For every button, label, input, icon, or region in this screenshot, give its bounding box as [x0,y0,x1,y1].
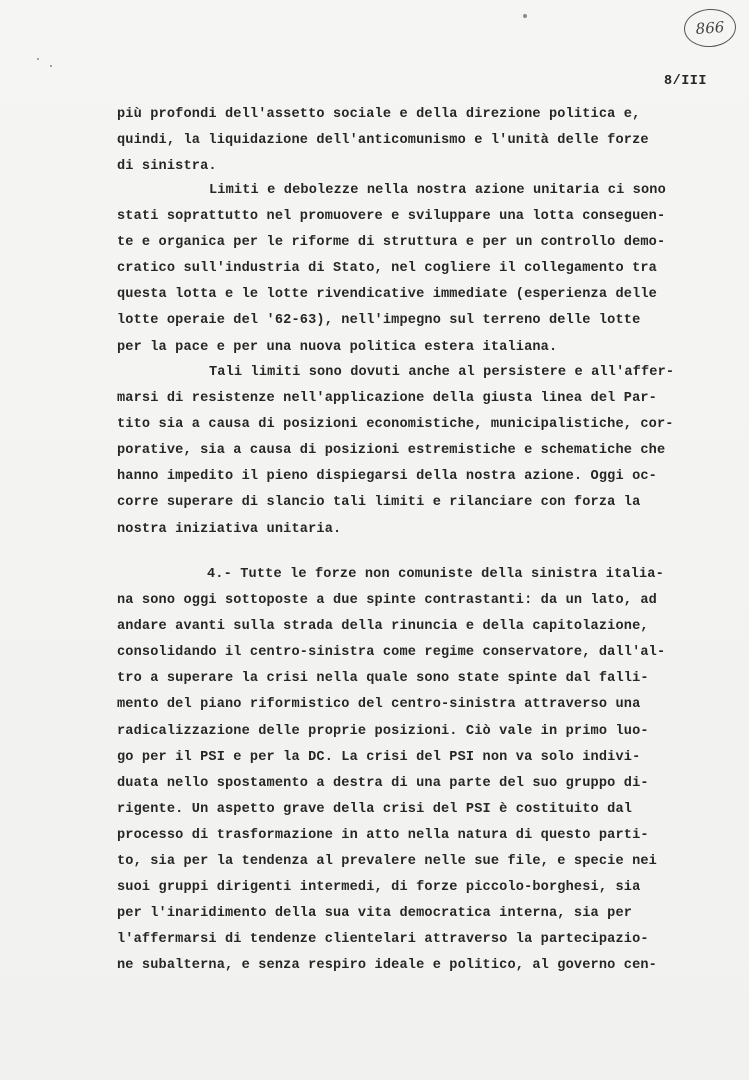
text-line: rigente. Un aspetto grave della crisi del PSI è costituito dal [117,801,633,817]
text-line: mento del piano riformistico del centro-sinistra attraverso una [117,697,641,713]
text-line: Limiti e debolezze nella nostra azione unitaria ci sono [209,183,666,198]
paragraph-4 [117,562,707,980]
text-line: hanno impedito il pieno dispiegarsi della nostra azione. Oggi oc- [117,469,657,485]
archive-number-stamp [683,7,738,49]
text-line: na sono oggi sottoposte a due spinte contrastanti: da un lato, ad [117,593,657,609]
scan-speck [37,58,39,60]
text-line: questa lotta e le lotte rivendicative immediate (esperienza delle [117,287,657,303]
text-line: per la pace e per una nuova politica estera italiana. [117,339,558,355]
archive-number: 866 [695,18,725,38]
text-line: lotte operaie del '62-63), nell'impegno sul terreno delle lotte [117,313,641,329]
text-line: te e organica per le riforme di struttura e per un controllo demo- [117,235,666,251]
text-line: go per il PSI e per la DC. La crisi del PSI non va solo indivi- [117,749,641,765]
text-line: tro a superare la crisi nella quale sono state spinte dal falli- [117,671,649,687]
text-line: consolidando il centro-sinistra come regime conservatore, dall'al- [117,645,666,661]
text-line: to, sia per la tendenza al prevalere nelle sue file, e specie nei [117,854,657,870]
text-line: ne subalterna, e senza respiro ideale e politico, al governo cen- [117,958,657,974]
text-line: più profondi dell'assetto sociale e della direzione politica e, [117,107,641,122]
text-line: Tali limiti sono dovuti anche al persistere e all'affer- [209,365,675,380]
text-line: stati soprattutto nel promuovere e sviluppare una lotta conseguen- [117,209,666,225]
text-line: radicalizzazione delle proprie posizioni. Ciò vale in primo luo- [117,723,649,739]
paragraph-1 [117,102,707,180]
scan-speck [50,65,52,67]
text-line: marsi di resistenze nell'applicazione della giusta linea del Par- [117,391,657,407]
text-line: processo di trasformazione in atto nella natura di questo parti- [117,827,649,843]
text-line: tito sia a causa di posizioni economistiche, municipalistiche, cor- [117,417,674,433]
text-line: cratico sull'industria di Stato, nel cogliere il collegamento tra [117,261,657,277]
page-number: 8/III [664,74,708,89]
text-line: di sinistra. [117,159,217,175]
text-line: corre superare di slancio tali limiti e rilanciare con forza la [117,495,641,511]
text-line: 4.- Tutte le forze non comuniste della sinistra italia- [207,567,664,582]
text-line: andare avanti sulla strada della rinuncia e della capitolazione, [117,619,649,635]
text-line: per l'inaridimento della sua vita democratica interna, sia per [117,906,633,922]
text-line: quindi, la liquidazione dell'anticomunismo e l'unità delle forze [117,133,649,149]
paragraph-3 [117,360,707,543]
text-line: porative, sia a causa di posizioni estremistiche e schematiche che [117,443,666,459]
scan-speck [523,14,527,18]
text-line: duata nello spostamento a destra di una parte del suo gruppo di- [117,775,649,791]
text-line: nostra iniziativa unitaria. [117,521,342,537]
text-line: suoi gruppi dirigenti intermedi, di forze piccolo-borghesi, sia [117,880,641,896]
text-line: l'affermarsi di tendenze clientelari attraverso la partecipazio- [117,932,649,948]
paragraph-2 [117,178,707,361]
